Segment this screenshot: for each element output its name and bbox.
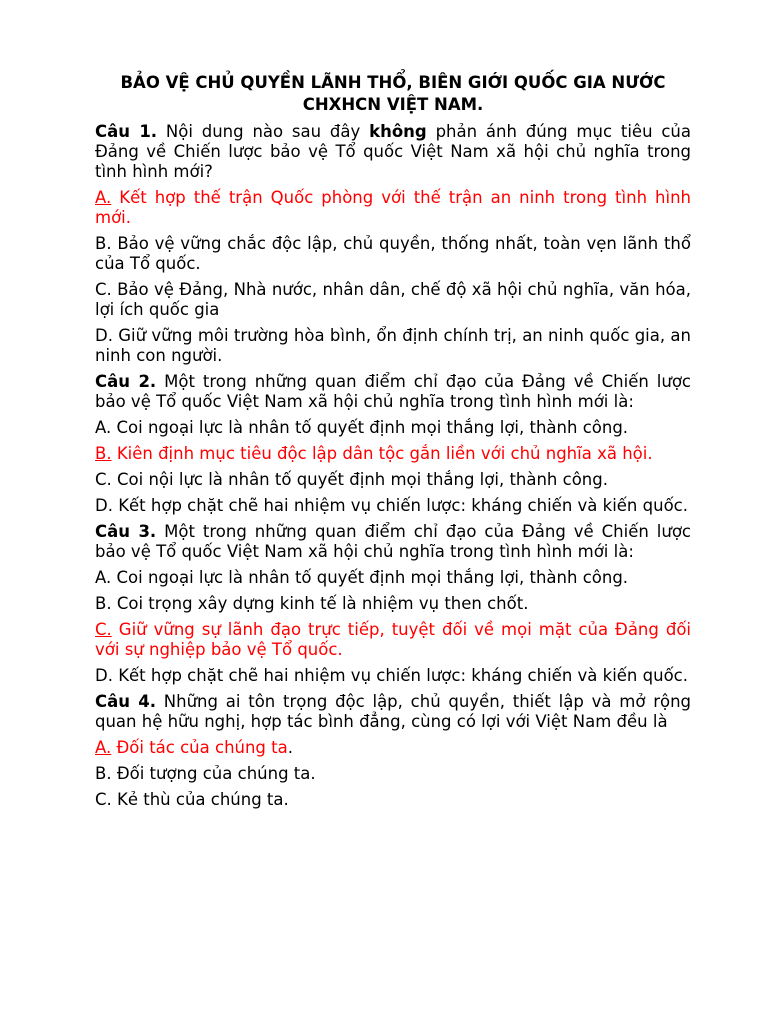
option-text: Đối tượng của chúng ta. (116, 764, 316, 783)
q1-option-c (95, 280, 691, 320)
option-letter: A. (95, 738, 112, 757)
option-letter: B. (95, 764, 112, 783)
q2-option-c (95, 470, 691, 490)
question-text: Một trong những quan điểm chỉ đạo của Đảng về Chiến lược bảo vệ Tổ quốc Việt Nam xã hội chủ nghĩa trong tình hình mới là: (95, 522, 691, 561)
question-negation: không (369, 122, 427, 141)
question-1 (95, 122, 691, 182)
option-text: Giữ vững sự lãnh đạo trực tiếp, tuyệt đối về mọi mặt của Đảng đối với sự nghiệp bảo vệ Tổ quốc. (95, 620, 692, 659)
q1-option-b (95, 234, 691, 274)
option-letter: D. (95, 496, 113, 515)
option-text: Bảo vệ vững chắc độc lập, chủ quyền, thống nhất, toàn vẹn lãnh thổ của Tổ quốc. (95, 234, 691, 273)
question-2 (95, 372, 691, 412)
question-label: Câu 2. (95, 372, 157, 391)
option-text: Bảo vệ Đảng, Nhà nước, nhân dân, chế độ xã hội chủ nghĩa, văn hóa, lợi ích quốc gia (95, 280, 691, 319)
option-text: Đối tác của chúng ta (116, 738, 288, 757)
option-text: Coi nội lực là nhân tố quyết định mọi thắng lợi, thành công. (117, 470, 608, 489)
q3-option-d (95, 666, 691, 686)
q4-option-a (95, 738, 691, 758)
option-letter: D. (95, 666, 113, 685)
option-letter: C. (95, 790, 112, 809)
question-label: Câu 1. (95, 122, 158, 141)
option-letter: B. (95, 594, 112, 613)
option-suffix: . (287, 738, 293, 757)
option-letter: B. (95, 444, 112, 463)
question-label: Câu 3. (95, 522, 157, 541)
q4-option-b (95, 764, 691, 784)
q3-option-a (95, 568, 691, 588)
option-letter: C. (95, 620, 112, 639)
q3-option-b (95, 594, 691, 614)
option-text: Giữ vững môi trường hòa bình, ổn định chính trị, an ninh quốc gia, an ninh con người. (95, 326, 691, 365)
option-text: Kết hợp chặt chẽ hai nhiệm vụ chiến lược: kháng chiến và kiến quốc. (118, 666, 688, 685)
option-letter: A. (95, 188, 112, 207)
option-text: Kẻ thù của chúng ta. (117, 790, 289, 809)
option-text: Coi ngoại lực là nhân tố quyết định mọi thắng lợi, thành công. (116, 568, 629, 587)
option-letter: C. (95, 280, 112, 299)
q2-option-a (95, 418, 691, 438)
document-title: BẢO VỆ CHỦ QUYỀN LÃNH THỔ, BIÊN GIỚI QUỐC GIA NƯỚC CHXHCN VIỆT NAM. (120, 73, 666, 114)
question-text: phản ánh đúng mục tiêu của Đảng về Chiến lược bảo vệ Tổ quốc Việt Nam xã hội chủ nghĩa trong tình hình mới? (95, 122, 691, 181)
option-letter: A. (95, 418, 112, 437)
option-letter: B. (95, 234, 112, 253)
question-label: Câu 4. (95, 692, 157, 711)
q2-option-b (95, 444, 691, 464)
question-text: Những ai tôn trọng độc lập, chủ quyền, thiết lập và mở rộng quan hệ hữu nghị, hợp tác bình đẳng, cùng có lợi với Việt Nam đều là (95, 692, 692, 731)
option-text: Kiên định mục tiêu độc lập dân tộc gắn liền với chủ nghĩa xã hội. (116, 444, 653, 463)
question-text: Một trong những quan điểm chỉ đạo của Đảng về Chiến lược bảo vệ Tổ quốc Việt Nam xã hội chủ nghĩa trong tình hình mới là: (95, 372, 691, 411)
q3-option-c (95, 620, 691, 660)
option-text: Kết hợp thế trận Quốc phòng với thế trận an ninh trong tình hình mới. (95, 188, 691, 227)
option-text: Coi trọng xây dựng kinh tế là nhiệm vụ then chốt. (116, 594, 529, 613)
q1-option-d (95, 326, 691, 366)
option-letter: D. (95, 326, 113, 345)
question-text: Nội dung nào sau đây (165, 122, 361, 141)
option-text: Coi ngoại lực là nhân tố quyết định mọi thắng lợi, thành công. (116, 418, 629, 437)
option-letter: A. (95, 568, 112, 587)
q4-option-c (95, 790, 691, 810)
question-4 (95, 692, 691, 732)
question-3 (95, 522, 691, 562)
q1-option-a (95, 188, 691, 228)
option-text: Kết hợp chặt chẽ hai nhiệm vụ chiến lược: kháng chiến và kiến quốc. (118, 496, 688, 515)
option-letter: C. (95, 470, 112, 489)
q2-option-d (95, 496, 691, 516)
